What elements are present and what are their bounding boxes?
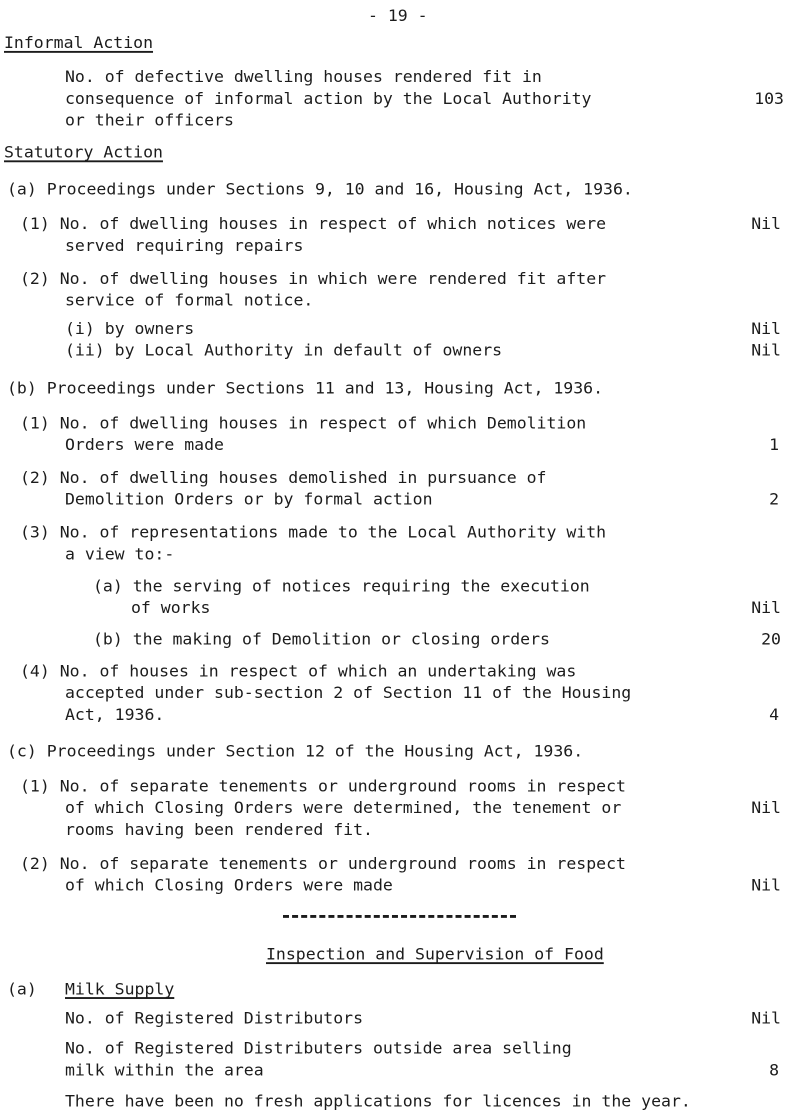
milk-supply-label: (a) <box>7 980 37 999</box>
section-c-heading: (c) Proceedings under Section 12 of the Housing Act, 1936. <box>7 742 584 761</box>
section-a-sub-ii-value: Nil <box>751 341 781 360</box>
section-a-sub-ii-label: (ii) by Local Authority in default of owners <box>65 341 503 360</box>
section-b-item1-value: 1 <box>769 435 779 454</box>
section-a-sub-i-value: Nil <box>751 319 781 338</box>
section-a-sub-i-label: (i) by owners <box>65 319 195 338</box>
licence-note: There have been no fresh applications for licences in the year. <box>65 1092 691 1111</box>
informal-item-line: or their officers <box>65 111 234 130</box>
section-a-heading: (a) Proceedings under Sections 9, 10 and 16, Housing Act, 1936. <box>7 180 633 199</box>
milk-item2-line: milk within the area <box>65 1061 264 1080</box>
section-b-sub-b-label: (b) the making of Demolition or closing orders <box>93 630 550 649</box>
section-b-sub-a-line: of works <box>131 599 211 617</box>
section-a-item1-line: (1) No. of dwelling houses in respect of which notices were <box>20 215 607 233</box>
section-divider <box>283 915 516 918</box>
section-a-item2-line: (2) No. of dwelling houses in which were rendered fit after <box>20 269 607 288</box>
section-b-sub-a-line: (a) the serving of notices requiring the execution <box>93 577 590 596</box>
section-b-item1-line: (1) No. of dwelling houses in respect of which Demolition <box>20 414 587 433</box>
section-c-item1-line: of which Closing Orders were determined, the tenement or <box>65 798 622 817</box>
section-b-item4-line: Act, 1936. <box>65 705 165 724</box>
section-b-item2-line: Demolition Orders or by formal action <box>65 490 433 509</box>
section-a-item2-line: service of formal notice. <box>65 291 314 310</box>
milk-item2-value: 8 <box>769 1061 779 1080</box>
section-b-item2-value: 2 <box>769 490 779 509</box>
section-c-item2-line: of which Closing Orders were made <box>65 876 393 895</box>
informal-action-heading: Informal Action <box>4 33 154 52</box>
section-c-item1-line: (1) No. of separate tenements or underground rooms in respect <box>20 777 626 796</box>
section-b-sub-b-value: 20 <box>761 630 781 649</box>
section-c-item2-line: (2) No. of separate tenements or underground rooms in respect <box>20 854 626 873</box>
section-b-item2-line: (2) No. of dwelling houses demolished in pursuance of <box>20 468 547 487</box>
section-a-item1-line: served requiring repairs <box>65 236 304 255</box>
section-c-item1-value: Nil <box>751 798 781 817</box>
section-b-item4-line: (4) No. of houses in respect of which an undertaking was <box>20 662 577 681</box>
informal-item-line: No. of defective dwelling houses rendered fit in <box>65 67 542 86</box>
inspection-heading: Inspection and Supervision of Food <box>266 945 604 964</box>
section-b-item3-line: (3) No. of representations made to the Local Authority with <box>20 523 607 542</box>
milk-supply-heading: Milk Supply <box>65 980 175 999</box>
section-b-item4-value: 4 <box>769 705 779 724</box>
section-a-item1-value: Nil <box>751 215 781 233</box>
milk-item1-label: No. of Registered Distributors <box>65 1009 364 1028</box>
informal-item-line: consequence of informal action by the Local Authority <box>65 89 592 108</box>
statutory-action-heading: Statutory Action <box>4 143 163 162</box>
section-b-sub-a-value: Nil <box>751 599 781 617</box>
page-number: - 19 - <box>368 6 428 25</box>
informal-item-value: 103 <box>754 89 784 108</box>
section-b-item1-line: Orders were made <box>65 435 224 454</box>
section-b-item3-line: a view to:- <box>65 545 175 564</box>
section-b-item4-line: accepted under sub-section 2 of Section 11 of the Housing <box>65 683 632 702</box>
section-c-item1-line: rooms having been rendered fit. <box>65 820 373 839</box>
section-b-heading: (b) Proceedings under Sections 11 and 13, Housing Act, 1936. <box>7 379 604 398</box>
section-c-item2-value: Nil <box>751 876 781 895</box>
milk-item2-line: No. of Registered Distributers outside area selling <box>65 1039 572 1058</box>
milk-item1-value: Nil <box>751 1009 781 1028</box>
